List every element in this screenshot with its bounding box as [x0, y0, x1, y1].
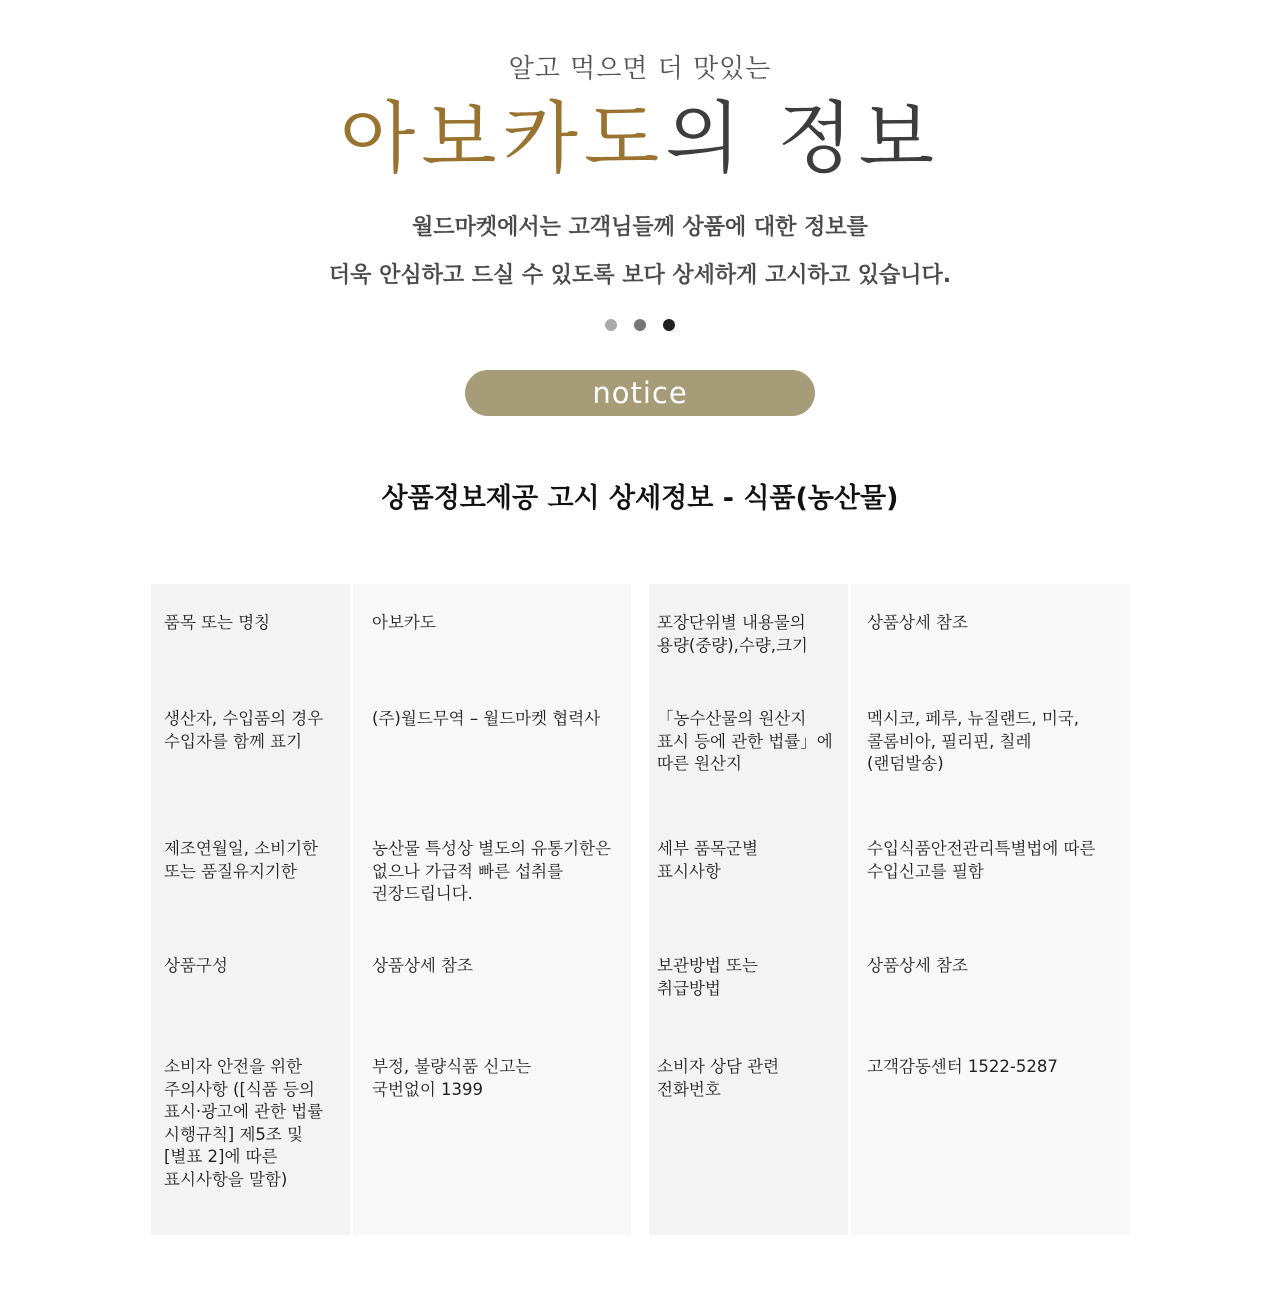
table-cell-value: (주)월드무역 – 월드마켓 협력사 — [372, 709, 601, 728]
page-title-rest: 의 정보 — [665, 94, 941, 184]
carousel-dots — [0, 319, 1280, 331]
table-cell-value: 아보카도 — [372, 613, 436, 632]
table-cell-value: 상품상세 참조 — [867, 613, 968, 632]
notice-badge: notice — [465, 370, 815, 416]
table-cell-label: 소비자 안전을 위한 주의사항 ([식품 등의 표시·광고에 관한 법률 시행규칙] 제5조 및 [별표 2]에 따른 표시사항을 말함) — [164, 1057, 324, 1189]
table-cell-label: 세부 품목군별 표시사항 — [657, 839, 758, 881]
table-cell-label: 제조연월일, 소비기한 또는 품질유지기한 — [164, 839, 318, 881]
section-title: 상품정보제공 고시 상세정보 - 식품(농산물) — [381, 483, 899, 514]
page-title — [0, 92, 1280, 186]
table-cell-label: 소비자 상담 관련 전화번호 — [657, 1057, 780, 1099]
table-cell-value: 상품상세 참조 — [372, 956, 473, 975]
description-line-1: 월드마켓에서는 고객님들께 상품에 대한 정보를 — [412, 215, 868, 240]
table-cell-value: 농산물 특성상 별도의 유통기한은 없으나 가급적 빠른 섭취를 권장드립니다. — [372, 839, 611, 903]
table-cell-label: 품목 또는 명칭 — [164, 613, 271, 632]
table-cell-label: 보관방법 또는 취급방법 — [657, 956, 758, 998]
table-cell-value: 수입식품안전관리특별법에 따른 수입신고를 필함 — [867, 839, 1096, 881]
label-column-left — [151, 584, 350, 1235]
value-column-right — [851, 584, 1130, 1235]
table-cell-label: 「농수산물의 원산지 표시 등에 관한 법률」에 따른 원산지 — [657, 709, 833, 773]
label-column-right — [649, 584, 848, 1235]
table-cell-value: 멕시코, 페루, 뉴질랜드, 미국, 콜롬비아, 필리핀, 칠레 (랜덤발송) — [867, 709, 1080, 773]
carousel-dot-3-active[interactable] — [663, 319, 675, 331]
carousel-dot-1[interactable] — [605, 319, 617, 331]
table-cell-value: 상품상세 참조 — [867, 956, 968, 975]
description-line-2: 더욱 안심하고 드실 수 있도록 보다 상세하게 고시하고 있습니다. — [328, 263, 952, 288]
table-cell-label: 포장단위별 내용물의 용량(중량),수량,크기 — [657, 613, 808, 655]
product-info-table — [151, 584, 1130, 1235]
value-column-left — [353, 584, 631, 1235]
table-cell-label: 생산자, 수입품의 경우 수입자를 함께 표기 — [164, 709, 324, 751]
table-cell-value: 고객감동센터 1522-5287 — [867, 1057, 1058, 1076]
table-cell-value: 부정, 불량식품 신고는 국번없이 1399 — [372, 1057, 532, 1099]
carousel-dot-2[interactable] — [634, 319, 646, 331]
page-title-accent: 아보카도 — [339, 94, 666, 184]
table-cell-label: 상품구성 — [164, 956, 228, 975]
page-subtitle: 알고 먹으면 더 맛있는 — [508, 54, 772, 84]
